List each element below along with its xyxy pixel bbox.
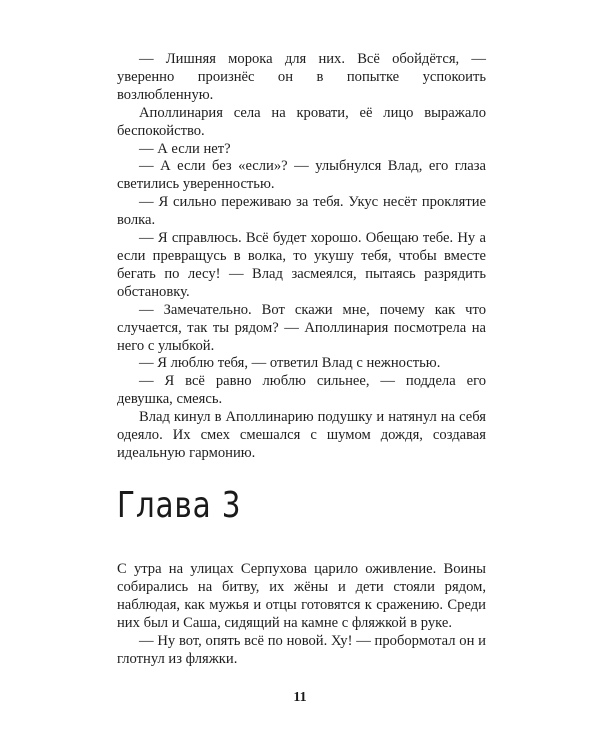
- paragraph: Аполлинария села на кровати, её лицо выражало беспокойство.: [117, 104, 486, 139]
- paragraph: — Я всё равно люблю сильнее, — поддела его девушка, смеясь.: [117, 373, 486, 408]
- paragraph: — Замечательно. Вот скажи мне, почему как что случается, так ты рядом? — Аполлинария посмотрела на него с улыбкой.: [117, 301, 486, 354]
- chapter-title: Глава 3: [117, 485, 242, 526]
- paragraph: — Я люблю тебя, — ответил Влад с нежностью.: [139, 355, 441, 372]
- text-block-bottom: [117, 561, 486, 668]
- paragraph: — А если нет?: [139, 140, 231, 157]
- paragraph: Влад кинул в Аполлинарию подушку и натянул на себя одеяло. Их смех смешался с шумом дождя, создавая идеальную гармонию.: [117, 409, 486, 461]
- text-block-top: [117, 51, 486, 463]
- paragraph: — А если без «если»? — улыбнулся Влад, его глаза светились уверенностью.: [117, 158, 486, 193]
- page-number: 11: [293, 690, 307, 705]
- paragraph: — Лишняя морока для них. Всё обойдётся, — уверенно произнёс он в попытке успокоить возлюбленную.: [117, 51, 486, 103]
- paragraph: С утра на улицах Серпухова царило оживление. Воины собирались на битву, их жёны и дети стояли рядом, наблюдая, как мужья и отцы готовятся к сражению. Среди них был и Саша, сидящий на камне с фляжкой в руке.: [117, 561, 486, 631]
- paragraph: — Я сильно переживаю за тебя. Укус несёт проклятие волка.: [117, 194, 486, 229]
- paragraph: — Ну вот, опять всё по новой. Ху! — пробормотал он и глотнул из фляжки.: [117, 632, 486, 667]
- paragraph: — Я справлюсь. Всё будет хорошо. Обещаю тебе. Ну а если превращусь в волка, то укушу тебя, чтобы вместе бегать по лесу! — Влад засмеялся, пытаясь разрядить обстановку.: [117, 230, 486, 300]
